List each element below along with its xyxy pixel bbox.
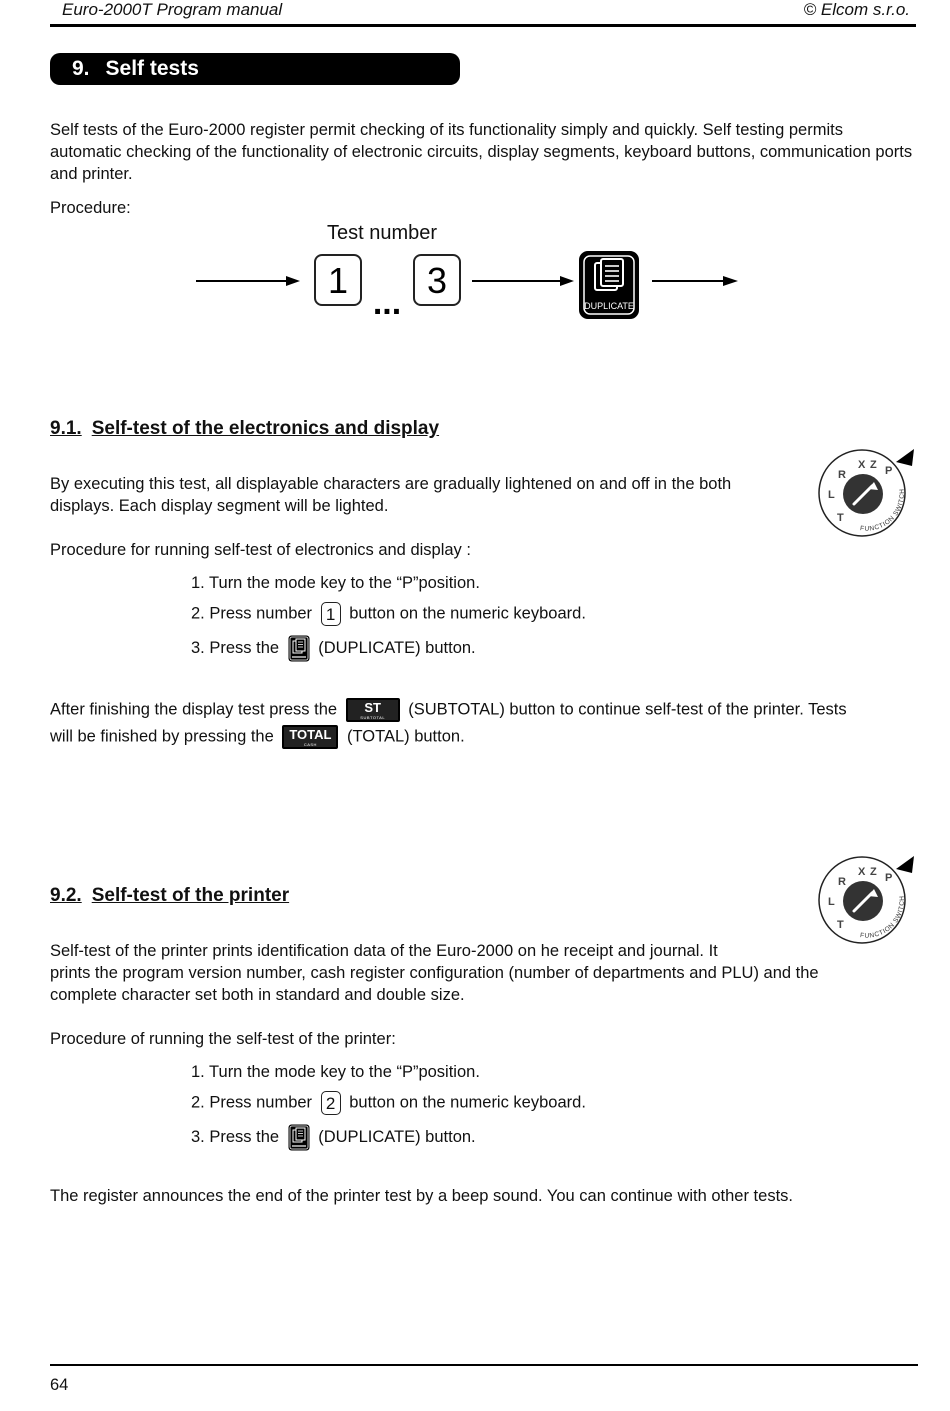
svg-text:L: L bbox=[828, 896, 835, 908]
step3-text-before: 3. Press the bbox=[191, 1127, 280, 1146]
svg-text:P: P bbox=[885, 872, 893, 884]
total-key-icon: TOTAL CASH bbox=[282, 725, 338, 749]
header-manual-title: Euro-2000T Program manual bbox=[62, 0, 283, 19]
diagram-ellipsis: ... bbox=[372, 284, 402, 322]
key-3-icon bbox=[414, 255, 460, 305]
step3-text-after: (DUPLICATE) button. bbox=[318, 1127, 476, 1146]
subsection-9-2-number: 9.2. bbox=[50, 885, 82, 906]
svg-text:T: T bbox=[837, 512, 844, 524]
procedure-diagram bbox=[190, 248, 750, 328]
key-1-inline: 1 bbox=[321, 602, 341, 626]
svg-text:Z: Z bbox=[870, 866, 877, 878]
diagram-test-number-label: Test number bbox=[327, 222, 438, 244]
subsection-9-2-heading bbox=[50, 885, 299, 907]
subsection-9-2-closing: The register announces the end of the printer test by a beep sound. You can continue with other tests. bbox=[50, 1187, 793, 1205]
footer-divider bbox=[50, 1364, 918, 1366]
function-switch-p-icon-2 bbox=[818, 853, 918, 953]
step3-text-before: 3. Press the bbox=[191, 638, 280, 657]
function-switch-p-icon bbox=[818, 446, 918, 546]
svg-text:FUNCTION SWITCH: FUNCTION SWITCH bbox=[859, 488, 906, 533]
after-text-before: After finishing the display test press the bbox=[50, 700, 338, 719]
svg-text:R: R bbox=[838, 469, 846, 481]
subsection-9-1-number: 9.1. bbox=[50, 418, 82, 439]
svg-text:P: P bbox=[885, 465, 893, 477]
subsection-9-2-text-line2: prints the program version number, cash register configuration (number of departments and PLU) and the bbox=[50, 964, 819, 982]
subsection-9-1-text-line2: displays. Each display segment will be lighted. bbox=[50, 497, 389, 515]
step2-text-after: button on the numeric keyboard. bbox=[349, 604, 586, 623]
subsection-9-1-after-line1 bbox=[50, 698, 916, 722]
after-text-mid: (SUBTOTAL) button to continue self-test of the printer. Tests bbox=[408, 700, 847, 719]
step3-text-after: (DUPLICATE) button. bbox=[318, 638, 476, 657]
svg-text:FUNCTION SWITCH: FUNCTION SWITCH bbox=[859, 895, 906, 940]
svg-text:L: L bbox=[828, 489, 835, 501]
subsection-9-2-text-line3: complete character set both in standard and double size. bbox=[50, 986, 465, 1004]
step2-text-before: 2. Press number bbox=[191, 604, 313, 623]
section-title-bar bbox=[50, 53, 460, 85]
svg-text:X: X bbox=[858, 866, 866, 878]
duplicate-key-small-icon bbox=[288, 1124, 310, 1151]
subsection-9-2-step3 bbox=[191, 1124, 476, 1151]
svg-text:X: X bbox=[858, 459, 866, 471]
svg-text:Z: Z bbox=[870, 459, 877, 471]
section-number: 9. bbox=[72, 57, 90, 80]
subsection-9-1-title: Self-test of the electronics and display bbox=[91, 418, 440, 439]
duplicate-key-icon bbox=[580, 252, 638, 318]
header-copyright: © Elcom s.r.o. bbox=[803, 0, 910, 19]
subsection-9-2-procedure: Procedure of running the self-test of the printer: bbox=[50, 1030, 396, 1048]
subsection-9-1-after-line2 bbox=[50, 725, 916, 749]
diagram-duplicate-label: DUPLICATE bbox=[584, 301, 634, 311]
header-divider bbox=[50, 24, 916, 27]
after2-text-before: will be finished by pressing the bbox=[50, 727, 274, 746]
step2-text-after: button on the numeric keyboard. bbox=[349, 1093, 586, 1112]
svg-text:T: T bbox=[837, 919, 844, 931]
subsection-9-2-text-line1: Self-test of the printer prints identification data of the Euro-2000 on he receipt and journal. It bbox=[50, 942, 718, 960]
diagram-key-last: 3 bbox=[426, 260, 448, 301]
procedure-label: Procedure: bbox=[50, 199, 131, 217]
key-1-icon bbox=[315, 255, 361, 305]
subsection-9-2-step1: 1. Turn the mode key to the “P”position. bbox=[191, 1063, 480, 1081]
intro-paragraph: Self tests of the Euro-2000 register permit checking of its functionality simply and quickly. Self testing permits automatic checking of the functionality of electronic circuits, display segments, keyboard buttons, communication ports and printer. bbox=[50, 121, 913, 183]
svg-text:R: R bbox=[838, 876, 846, 888]
subtotal-key-icon: ST SUBTOTAL bbox=[346, 698, 400, 722]
duplicate-key-small-icon bbox=[288, 635, 310, 662]
subsection-9-1-step1: 1. Turn the mode key to the “P”position. bbox=[191, 574, 480, 592]
step2-text-before: 2. Press number bbox=[191, 1093, 313, 1112]
subsection-9-1-step2 bbox=[191, 602, 586, 626]
page-number: 64 bbox=[50, 1376, 69, 1394]
subsection-9-2-step2 bbox=[191, 1091, 586, 1115]
subsection-9-2-title: Self-test of the printer bbox=[91, 885, 290, 906]
subsection-9-1-text-line1: By executing this test, all displayable characters are gradually lightened on and off in the both bbox=[50, 475, 732, 493]
subsection-9-1-step3 bbox=[191, 635, 476, 662]
subsection-9-1-procedure: Procedure for running self-test of electronics and display : bbox=[50, 541, 471, 559]
subsection-9-1-heading bbox=[50, 418, 449, 440]
after2-text-after: (TOTAL) button. bbox=[346, 727, 465, 746]
section-title: Self tests bbox=[105, 57, 199, 80]
diagram-key-first: 1 bbox=[327, 260, 349, 301]
key-2-inline: 2 bbox=[321, 1091, 341, 1115]
